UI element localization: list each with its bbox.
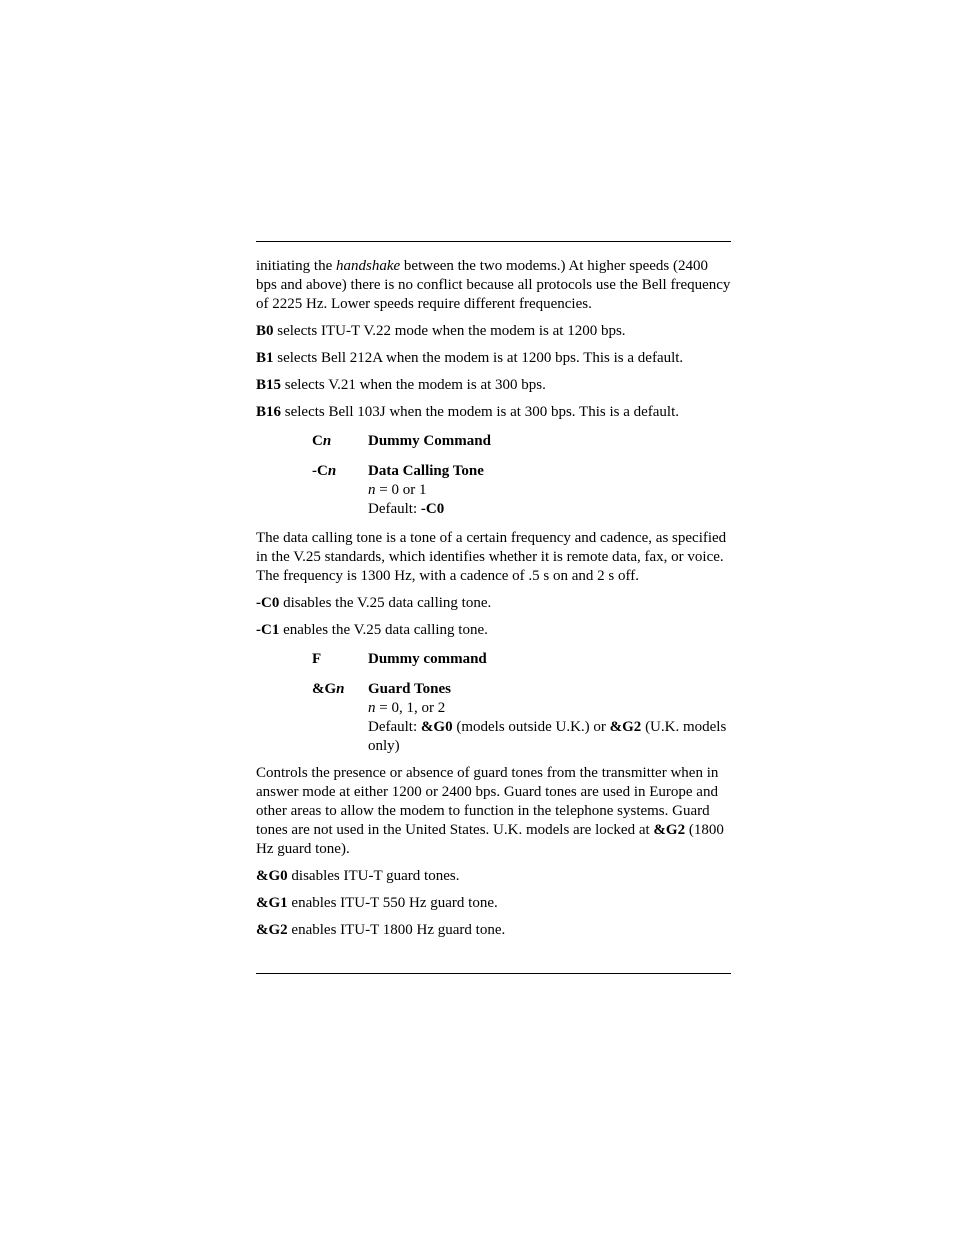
command-dash-cn [256,462,732,519]
command-gn-default: Default: &G0 (models outside U.K.) or &G2 (U.K. models only) [368,719,727,754]
option-b16: B16 selects Bell 103J when the modem is at 300 bps. This is a default. [256,404,680,420]
option-b15: B15 selects V.21 when the modem is at 300 bps. [256,377,546,393]
option-g1: &G1 enables ITU-T 550 Hz guard tone. [256,895,498,911]
command-dash-cn-range: n = 0 or 1 [368,482,427,498]
guard-tones-paragraph: Controls the presence or absence of guard tones from the transmitter when in answer mode at either 1200 or 2400 bps. Guard tones are used in Europe and other areas to allow the modem to function in the telephone systems. Guard tones are not used in the United States. U.K. models are locked at &G2 (1800 Hz guard tone). [256,765,724,857]
command-dash-cn-title: Data Calling Tone [368,463,484,479]
command-f-title: Dummy command [368,651,487,667]
option-b1: B1 selects Bell 212A when the modem is at 1200 bps. This is a default. [256,350,684,366]
intro-paragraph: initiating the handshake between the two modems.) At higher speeds (2400 bps and above) there is no conflict because all protocols use the Bell frequency of 2225 Hz. Lower speeds require different frequencies. [256,258,731,312]
option-b0: B0 selects ITU-T V.22 mode when the modem is at 1200 bps. [256,323,626,339]
command-f-code: F [312,651,322,667]
bottom-rule [256,973,731,974]
command-cn-code: Cn [312,433,332,449]
page-content [256,257,732,948]
calling-tone-paragraph: The data calling tone is a tone of a certain frequency and cadence, as specified in the V.25 standards, which identifies whether it is remote data, fax, or voice. The frequency is 1300 Hz, with a cadence of .5 s on and 2 s off. [256,530,727,584]
option-g0: &G0 disables ITU-T guard tones. [256,868,460,884]
command-dash-cn-code: -Cn [312,463,337,479]
command-cn-title: Dummy Command [368,433,491,449]
option-g2: &G2 enables ITU-T 1800 Hz guard tone. [256,922,506,938]
command-f [256,650,732,669]
option-c0: -C0 disables the V.25 data calling tone. [256,595,492,611]
command-gn [256,680,732,756]
command-cn [256,432,732,451]
option-c1: -C1 enables the V.25 data calling tone. [256,622,488,638]
command-gn-code: &Gn [312,681,345,697]
command-dash-cn-default: Default: -C0 [368,501,445,517]
command-gn-range: n = 0, 1, or 2 [368,700,446,716]
handshake-term: handshake [336,258,401,274]
top-rule [256,241,731,242]
command-gn-title: Guard Tones [368,681,451,697]
